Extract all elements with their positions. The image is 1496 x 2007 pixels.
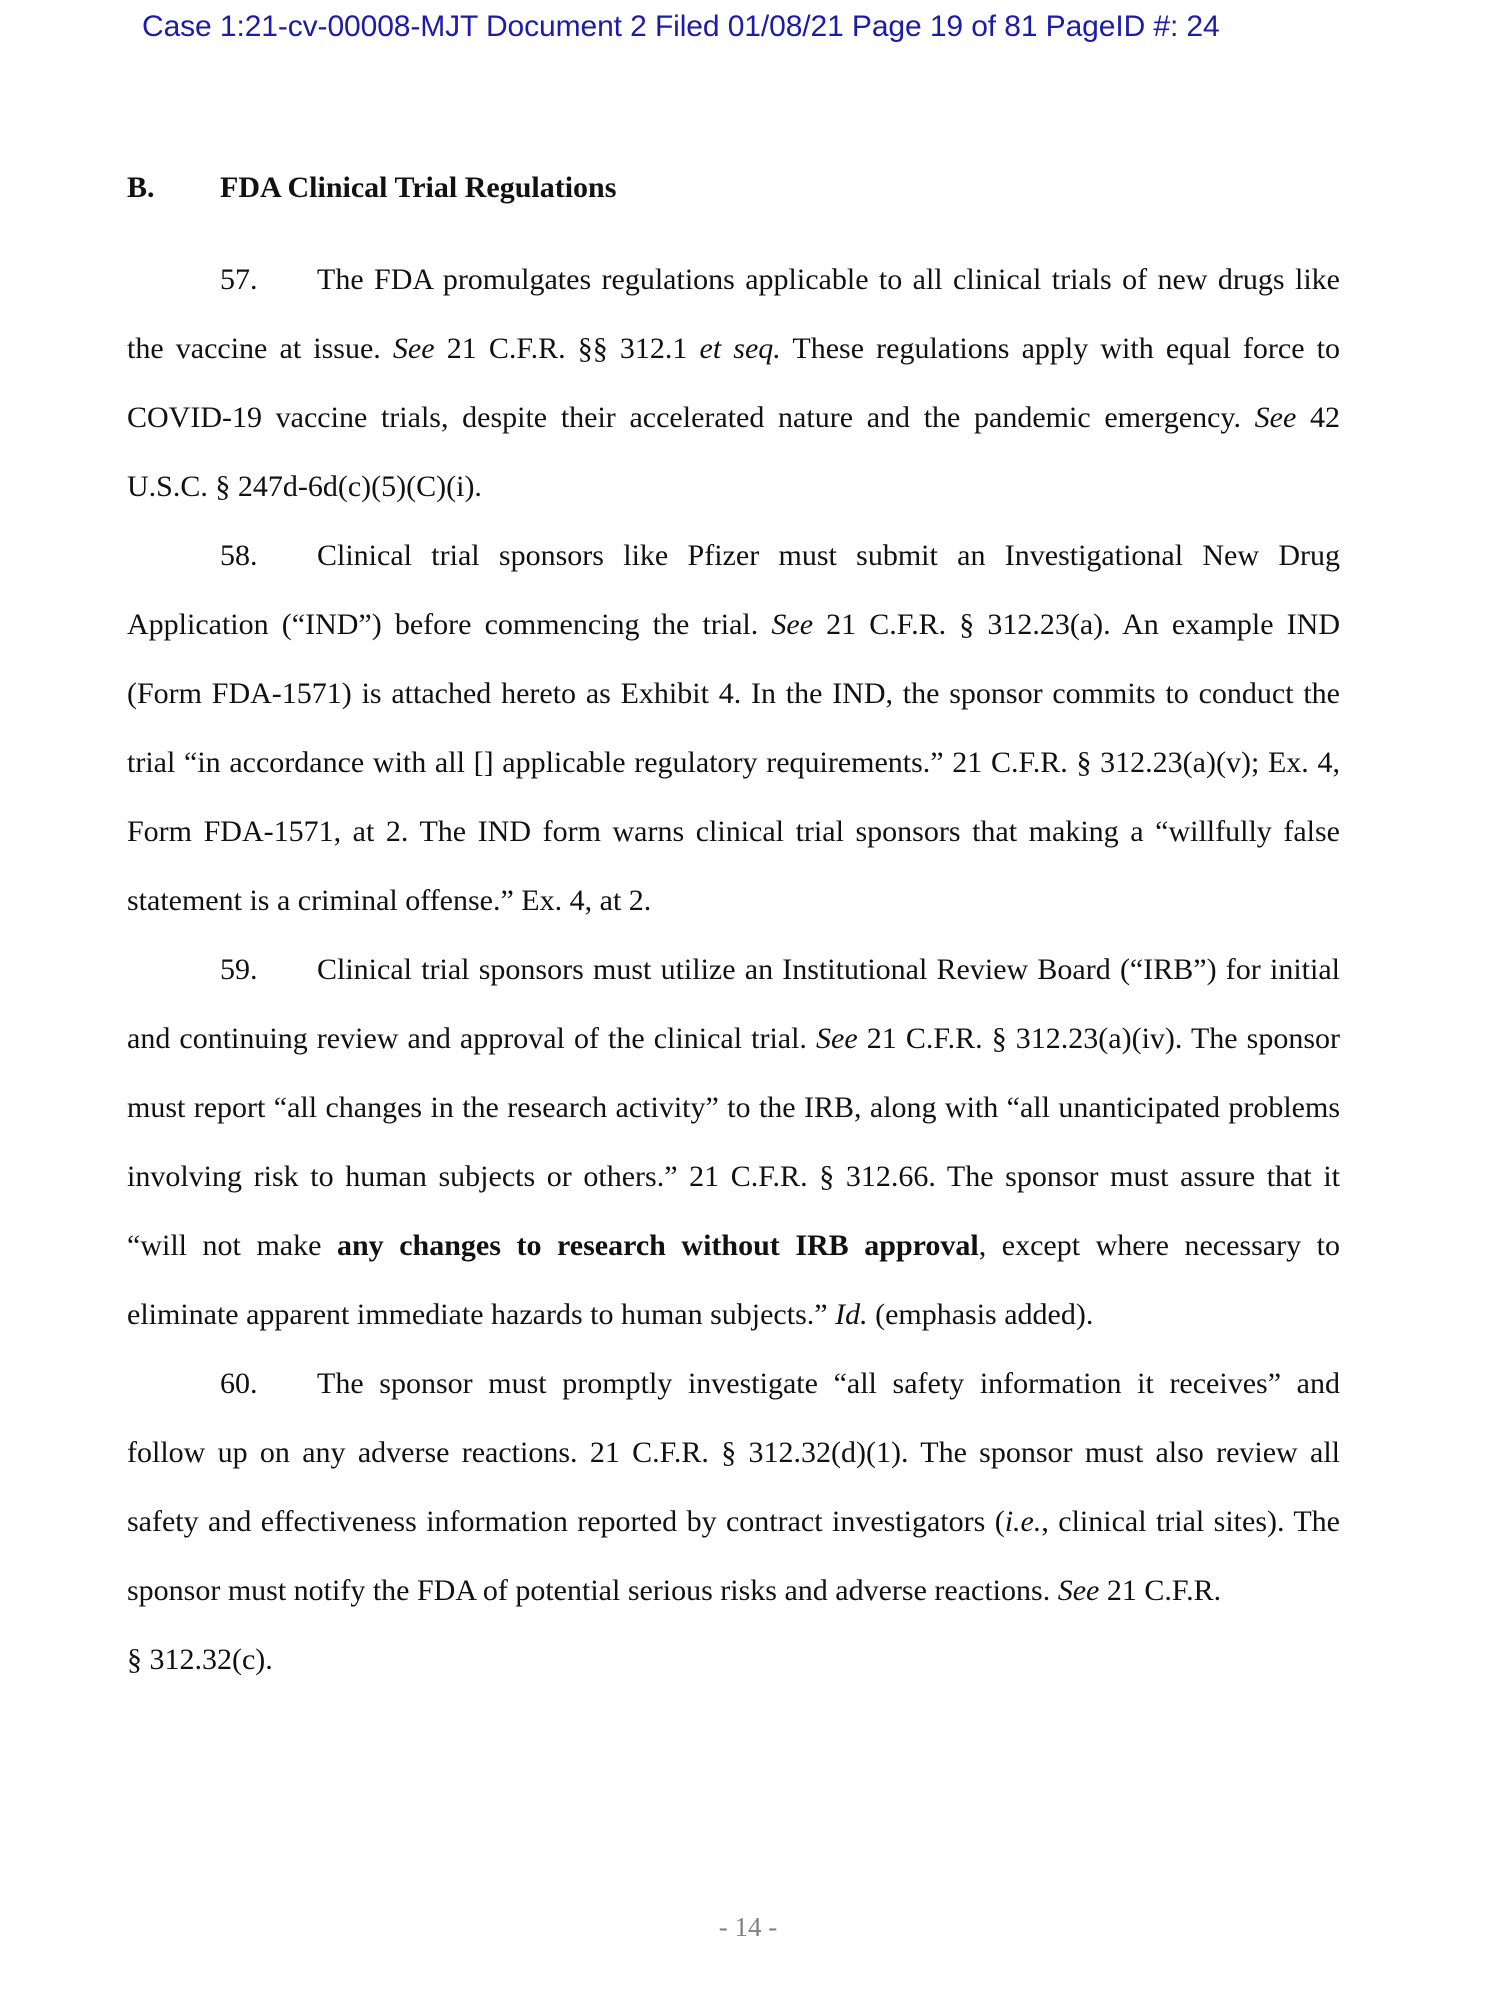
text-segment: See: [392, 332, 435, 365]
text-segment: See: [816, 1022, 858, 1055]
text-segment: 21 C.F.R. § 312.23(a). An example IND (Form FDA-1571) is attached hereto as Exhibit 4. In the IND, the sponsor commits to conduct the trial “in accordance with all [] applicable regulatory requirements.” 21 C.F.R. § 312.23(a)(v); Ex. 4, Form FDA-1571, at 2. The IND form warns clinical trial sponsors that making a “willfully false statement is a criminal offense.” Ex. 4, at 2.: [127, 608, 1341, 917]
paragraph-59: [127, 935, 1340, 1349]
paragraph-number: 60.: [220, 1367, 258, 1400]
text-segment: See: [1057, 1574, 1100, 1607]
text-segment: et seq.: [699, 332, 781, 365]
case-header: Case 1:21-cv-00008-MJT Document 2 Filed 01/08/21 Page 19 of 81 PageID #: 24: [142, 10, 1220, 43]
paragraph-58: [127, 521, 1340, 935]
paragraph-57: [127, 245, 1340, 521]
paragraph-number: 59.: [220, 953, 258, 986]
paragraph-text: [127, 539, 1340, 917]
text-segment: 42 U.S.C. § 247d-6d(c)(5)(C)(i).: [127, 401, 1340, 503]
text-segment: 21 C.F.R. §§ 312.1: [434, 332, 700, 365]
page-number: - 14 -: [718, 1912, 778, 1942]
section-letter: B.: [127, 171, 155, 204]
text-segment: any changes to research without IRB approval: [336, 1229, 979, 1262]
text-segment: See: [771, 608, 814, 641]
paragraph-60: [127, 1349, 1340, 1694]
text-segment: i.e.: [1004, 1505, 1042, 1538]
text-segment: The sponsor must promptly investigate “all safety information it receives” and follow up on any adverse reactions. 21 C.F.R. § 312.32(d)(1). The sponsor must also review all safety and effectiveness information reported by contract investigators (: [127, 1367, 1340, 1538]
text-segment: Id.: [835, 1298, 868, 1331]
paragraphs: [127, 245, 1340, 1694]
text-segment: § 312.32(c).: [127, 1643, 273, 1676]
section-heading: [127, 170, 616, 206]
text-segment: Clinical trial sponsors like Pfizer must submit an Investigational New Drug Application (“IND”) before commencing the trial.: [127, 539, 1340, 641]
text-segment: (emphasis added).: [867, 1298, 1094, 1331]
text-segment: See: [1254, 401, 1297, 434]
paragraph-number: 58.: [220, 539, 258, 572]
paragraph-number: 57.: [220, 263, 258, 296]
text-segment: 21 C.F.R.: [1099, 1574, 1222, 1607]
section-title: FDA Clinical Trial Regulations: [220, 171, 617, 204]
text-segment: , clinical trial sites). The sponsor must notify the FDA of potential serious risks and adverse reactions.: [127, 1505, 1340, 1607]
text-segment: The FDA promulgates regulations applicable to all clinical trials of new drugs like the vaccine at issue.: [127, 263, 1340, 365]
text-segment: , except where necessary to eliminate apparent immediate hazards to human subjects.”: [127, 1229, 1340, 1331]
paragraph-text: [127, 953, 1340, 1331]
text-segment: These regulations apply with equal force to COVID-19 vaccine trials, despite their accelerated nature and the pandemic emergency.: [127, 332, 1340, 434]
text-segment: 21 C.F.R. § 312.23(a)(iv). The sponsor must report “all changes in the research activity” to the IRB, along with “all unanticipated problems involving risk to human subjects or others.” 21 C.F.R. § 312.66. The sponsor must assure that it “will not make: [127, 1022, 1341, 1262]
text-segment: Clinical trial sponsors must utilize an Institutional Review Board (“IRB”) for initial and continuing review and approval of the clinical trial.: [127, 953, 1340, 1055]
